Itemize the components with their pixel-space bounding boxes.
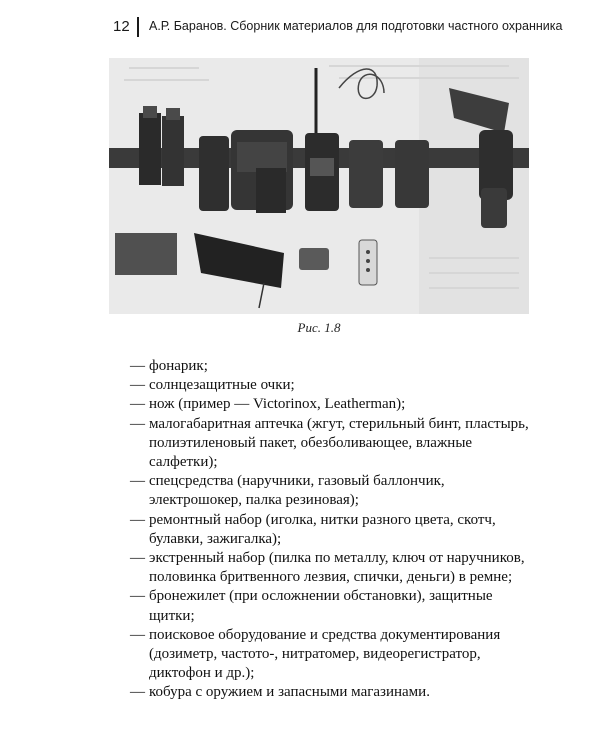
list-item-text: фонарик; xyxy=(149,358,208,374)
list-dash: — xyxy=(130,550,145,567)
list-dash: — xyxy=(130,626,145,643)
figure-caption: Рис. 1.8 xyxy=(297,320,341,335)
list-dash: — xyxy=(130,511,145,528)
list-dash: — xyxy=(130,396,145,413)
list-dash: — xyxy=(130,684,145,701)
list-item xyxy=(131,549,531,587)
list-item xyxy=(131,395,531,414)
list-dash: — xyxy=(130,473,145,490)
equipment-list xyxy=(131,357,531,703)
list-item-text: кобура с оружием и запасными магазинами. xyxy=(149,684,430,701)
list-item-text: поисковое оборудование и средства документирования (дозиметр, частото-, нитратомер, видеорегистратор, диктофон и др.); xyxy=(149,626,501,682)
list-item xyxy=(131,511,531,549)
list-item-text: малогабаритная аптечка (жгут, стерильный бинт, пластырь, полиэтиленовый пакет, обезболивающее, влажные салфетки); xyxy=(149,415,529,471)
list-item xyxy=(131,626,531,684)
list-item-text: нож (пример — Victorinox, Leatherman); xyxy=(149,396,406,413)
list-item xyxy=(131,357,531,376)
list-item xyxy=(131,376,531,395)
list-item-text: экстренный набор (пилка по металлу, ключ от наручников, половинка бритвенного лезвия, спички, деньги) в ремне; xyxy=(149,550,525,586)
list-item xyxy=(131,683,531,702)
list-item-text: бронежилет (при осложнении обстановки), защитные щитки; xyxy=(149,588,493,624)
running-header xyxy=(113,12,563,42)
list-dash: — xyxy=(130,358,145,374)
header-divider xyxy=(137,17,139,37)
list-item-text: солнцезащитные очки; xyxy=(149,377,295,394)
list-item xyxy=(131,415,531,473)
list-item-text: спецсредства (наручники, газовый баллончик, электрошокер, палка резиновая); xyxy=(149,473,445,509)
list-dash: — xyxy=(130,377,145,394)
list-item xyxy=(131,587,531,625)
running-title: А.Р. Баранов. Сборник материалов для подготовки частного охранника xyxy=(149,19,563,33)
equipment-photo xyxy=(109,58,529,314)
page-number: 12 xyxy=(113,18,130,35)
list-item xyxy=(131,472,531,510)
list-dash: — xyxy=(130,588,145,605)
list-item-text: ремонтный набор (иголка, нитки разного цвета, скотч, булавки, зажигалка); xyxy=(149,511,496,547)
list-dash: — xyxy=(130,415,145,432)
